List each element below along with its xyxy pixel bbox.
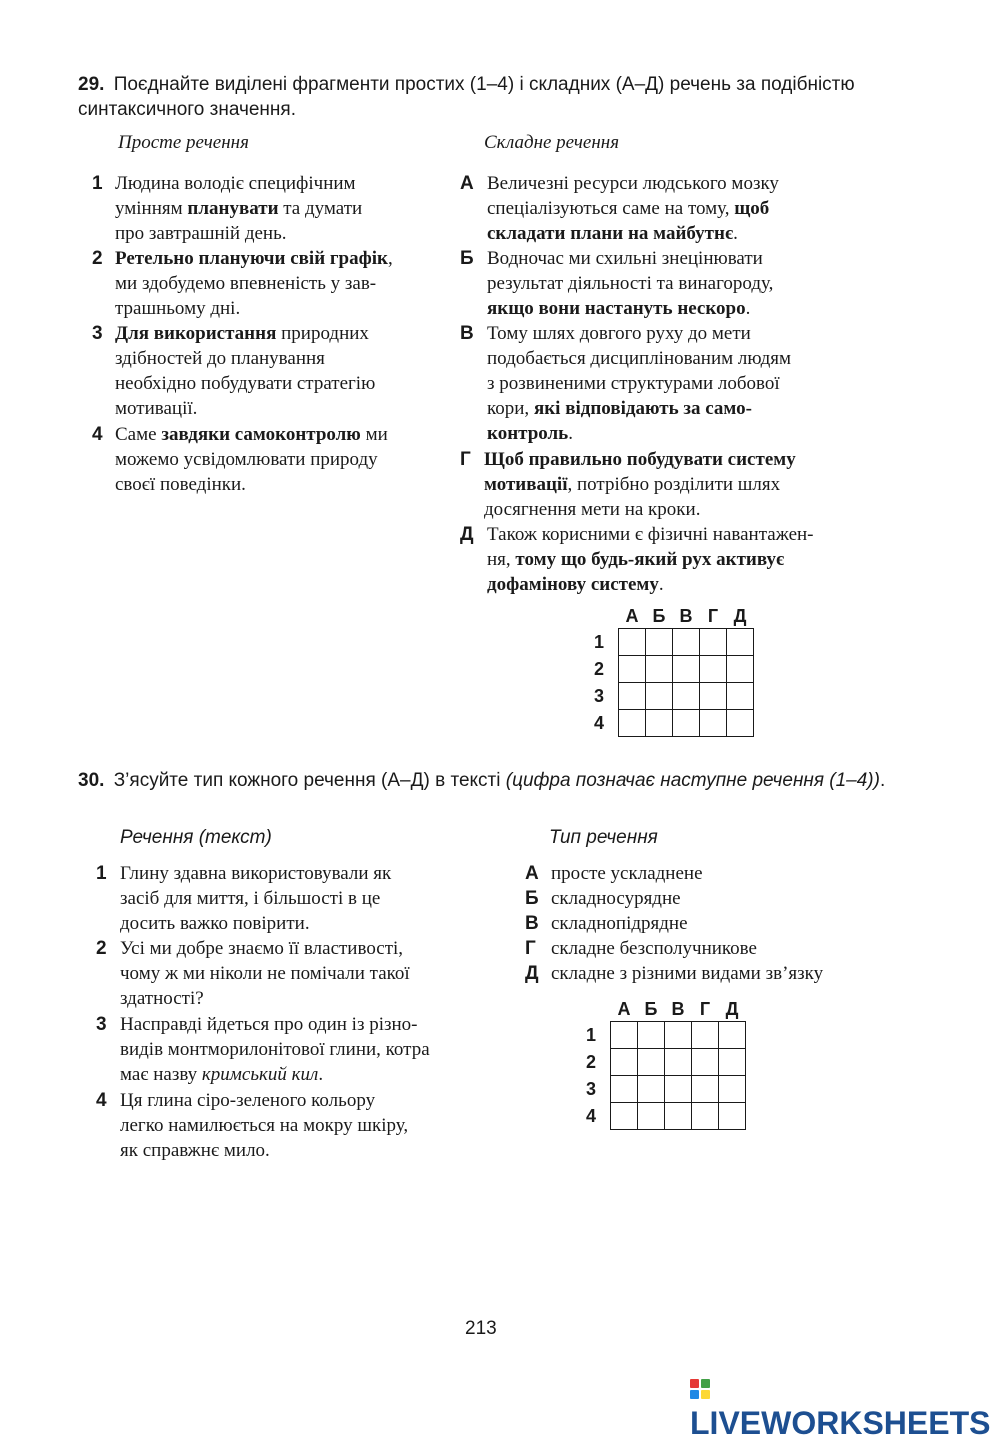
grid-row-header: 2 (594, 658, 605, 679)
grid-col-header: А (625, 605, 639, 626)
q30-right-item-v (525, 911, 925, 936)
item-label: 1 (96, 863, 107, 884)
q30-prompt-block (78, 768, 898, 793)
q30-left-item-4: 4 Ця глина сіро-зеленого кольору легко намилюється на мокру шкіру, як справжнє мило. (96, 1090, 409, 1161)
grid-row-header: 3 (594, 685, 605, 706)
item-label: 4 (96, 1090, 107, 1111)
answer-cell[interactable] (727, 683, 754, 710)
answer-cell[interactable] (646, 710, 673, 737)
item-label: Г (460, 449, 471, 470)
answer-cell[interactable] (673, 629, 700, 656)
answer-cell[interactable] (719, 1049, 746, 1076)
item-text: складне з різними видами зв’язку (551, 963, 824, 984)
q30-prompt-italic: (цифра позначає наступне речення (1–4)) (505, 770, 880, 791)
item-label: Г (525, 938, 536, 959)
q29-answer-grid (594, 604, 754, 737)
item-label: 1 (92, 173, 103, 194)
answer-cell[interactable] (727, 629, 754, 656)
item-label: В (460, 323, 474, 344)
item-label: А (460, 173, 474, 194)
item-label: 3 (92, 323, 103, 344)
item-label: А (525, 863, 539, 884)
grid-col-header: Г (699, 998, 711, 1019)
answer-cell[interactable] (619, 656, 646, 683)
answer-cell[interactable] (619, 710, 646, 737)
answer-cell[interactable] (719, 1103, 746, 1130)
q30-right-item-a (525, 861, 925, 886)
q30-left-header: Речення (текст) (120, 827, 272, 848)
q30-left-item-1: 1 Глину здавна використовували як засіб для миття, і більшості в це досить важко повірити. (96, 863, 392, 934)
grid-col-header: Г (707, 605, 719, 626)
answer-cell[interactable] (673, 656, 700, 683)
liveworksheets-logo[interactable] (690, 1368, 1000, 1442)
grid-col-header: В (671, 998, 685, 1019)
grid-row-header: 4 (586, 1105, 597, 1126)
item-text: складне безсполучникове (551, 938, 757, 959)
q29-prompt: Поєднайте виділені фрагменти простих (1–4) і складних (А–Д) речень за подібністю синтаксичного значення. (78, 74, 855, 120)
item-label: 2 (92, 248, 103, 269)
q29-right-item-v: В Тому шлях довгого руху до мети подобається дисциплінованим людям з розвиненими структурами лобової кори, які відповідають за само- контроль. (460, 323, 792, 444)
grid-row-header: 1 (586, 1024, 597, 1045)
q29-left-item-1: 1 Людина володіє специфічним умінням планувати та думати про завтрашній день. (92, 173, 363, 244)
q30-left-item-3: 3 Насправді йдеться про один із різно- видів монтморилонітової глини, котра має назву кримський кил. (96, 1014, 430, 1085)
q29-left-header: Просте речення (118, 132, 249, 153)
item-label: 4 (92, 424, 103, 445)
grid-col-header: А (617, 998, 631, 1019)
grid-row-header: 1 (594, 631, 605, 652)
item-label: 3 (96, 1014, 107, 1035)
q29-left-item-4: 4 Саме завдяки самоконтролю ми можемо усвідомлювати природу своєї поведінки. (92, 424, 388, 495)
item-label: В (525, 913, 539, 934)
q29-right-header: Складне речення (484, 132, 620, 153)
grid-col-header: Д (725, 998, 739, 1019)
grid-row-header: 3 (586, 1078, 597, 1099)
answer-cell[interactable] (700, 656, 727, 683)
answer-cell[interactable] (665, 1103, 692, 1130)
q30-prompt: З’ясуйте тип кожного речення (А–Д) в тексті (113, 770, 501, 791)
grid-row-header: 2 (586, 1051, 597, 1072)
answer-cell[interactable] (611, 1022, 638, 1049)
q29-left-item-3: 3 Для використання природних здібностей до планування необхідно побудувати стратегію мотивації. (92, 323, 376, 419)
item-label: Д (525, 963, 539, 984)
answer-cell[interactable] (611, 1103, 638, 1130)
q29-right-item-g: Г Щоб правильно побудувати систему мотивації, потрібно розділити шлях досягнення мети на кроки. (460, 449, 796, 520)
q29-right-item-a: А Величезні ресурси людського мозку спеціалізуються саме на тому, щоб складати плани на майбутнє. (460, 173, 779, 244)
grid-col-header: В (679, 605, 693, 626)
q29-left-item-2: 2 Ретельно плануючи свій графік, ми здобудемо впевненість у зав- трашньому дні. (92, 248, 393, 319)
answer-cell[interactable] (719, 1076, 746, 1103)
answer-cell[interactable] (700, 629, 727, 656)
item-label: Б (460, 248, 474, 269)
grid-col-header: Б (644, 998, 658, 1019)
item-label: 2 (96, 938, 107, 959)
q30-answer-grid (586, 997, 746, 1130)
item-text: складнопідрядне (551, 913, 688, 934)
answer-cell[interactable] (611, 1076, 638, 1103)
answer-cell[interactable] (692, 1022, 719, 1049)
q30-prompt-end: . (879, 770, 886, 791)
q30-number: 30. (78, 770, 105, 791)
answer-cell[interactable] (646, 656, 673, 683)
liveworksheets-logo-icon (690, 1379, 710, 1399)
answer-cell[interactable] (638, 1103, 665, 1130)
answer-cell[interactable] (646, 629, 673, 656)
answer-cell[interactable] (638, 1076, 665, 1103)
item-label: Д (460, 524, 474, 545)
answer-cell[interactable] (665, 1049, 692, 1076)
answer-cell[interactable] (719, 1022, 746, 1049)
answer-cell[interactable] (665, 1022, 692, 1049)
answer-cell[interactable] (665, 1076, 692, 1103)
answer-cell[interactable] (700, 710, 727, 737)
q30-right-item-g (525, 936, 925, 961)
grid-row-header: 4 (594, 712, 605, 733)
grid-col-header: Д (733, 605, 747, 626)
q29-number: 29. (78, 74, 105, 95)
answer-cell[interactable] (692, 1049, 719, 1076)
q30-right-header: Тип речення (549, 827, 658, 848)
answer-cell[interactable] (673, 710, 700, 737)
q29-prompt-block (78, 72, 898, 122)
answer-cell[interactable] (611, 1049, 638, 1076)
answer-cell[interactable] (646, 683, 673, 710)
answer-cell[interactable] (727, 656, 754, 683)
answer-cell[interactable] (619, 629, 646, 656)
answer-cell[interactable] (700, 683, 727, 710)
q30-left-item-2: 2 Усі ми добре знаємо її властивості, чому ж ми ніколи не помічали такої здатності? (96, 938, 410, 1009)
answer-cell[interactable] (638, 1022, 665, 1049)
page-number: 213 (465, 1318, 497, 1339)
q30-right-item-d (525, 961, 925, 986)
q29-right-item-b: Б Водночас ми схильні знецінювати результат діяльності та винагороду, якщо вони настануть нескоро. (460, 248, 774, 319)
answer-cell[interactable] (619, 683, 646, 710)
item-text: складносурядне (551, 888, 681, 909)
answer-cell[interactable] (727, 710, 754, 737)
answer-cell[interactable] (692, 1103, 719, 1130)
item-label: Б (525, 888, 539, 909)
grid-col-header: Б (652, 605, 666, 626)
logo-text: LIVEWORKSHEETS (690, 1405, 991, 1441)
q30-right-item-b (525, 886, 925, 911)
q29-right-item-d: Д Також корисними є фізичні навантажен- ня, тому що будь-який рух активує дофамінову систему. (460, 524, 814, 595)
answer-cell[interactable] (673, 683, 700, 710)
item-text: просте ускладнене (551, 863, 703, 884)
answer-cell[interactable] (692, 1076, 719, 1103)
answer-cell[interactable] (638, 1049, 665, 1076)
